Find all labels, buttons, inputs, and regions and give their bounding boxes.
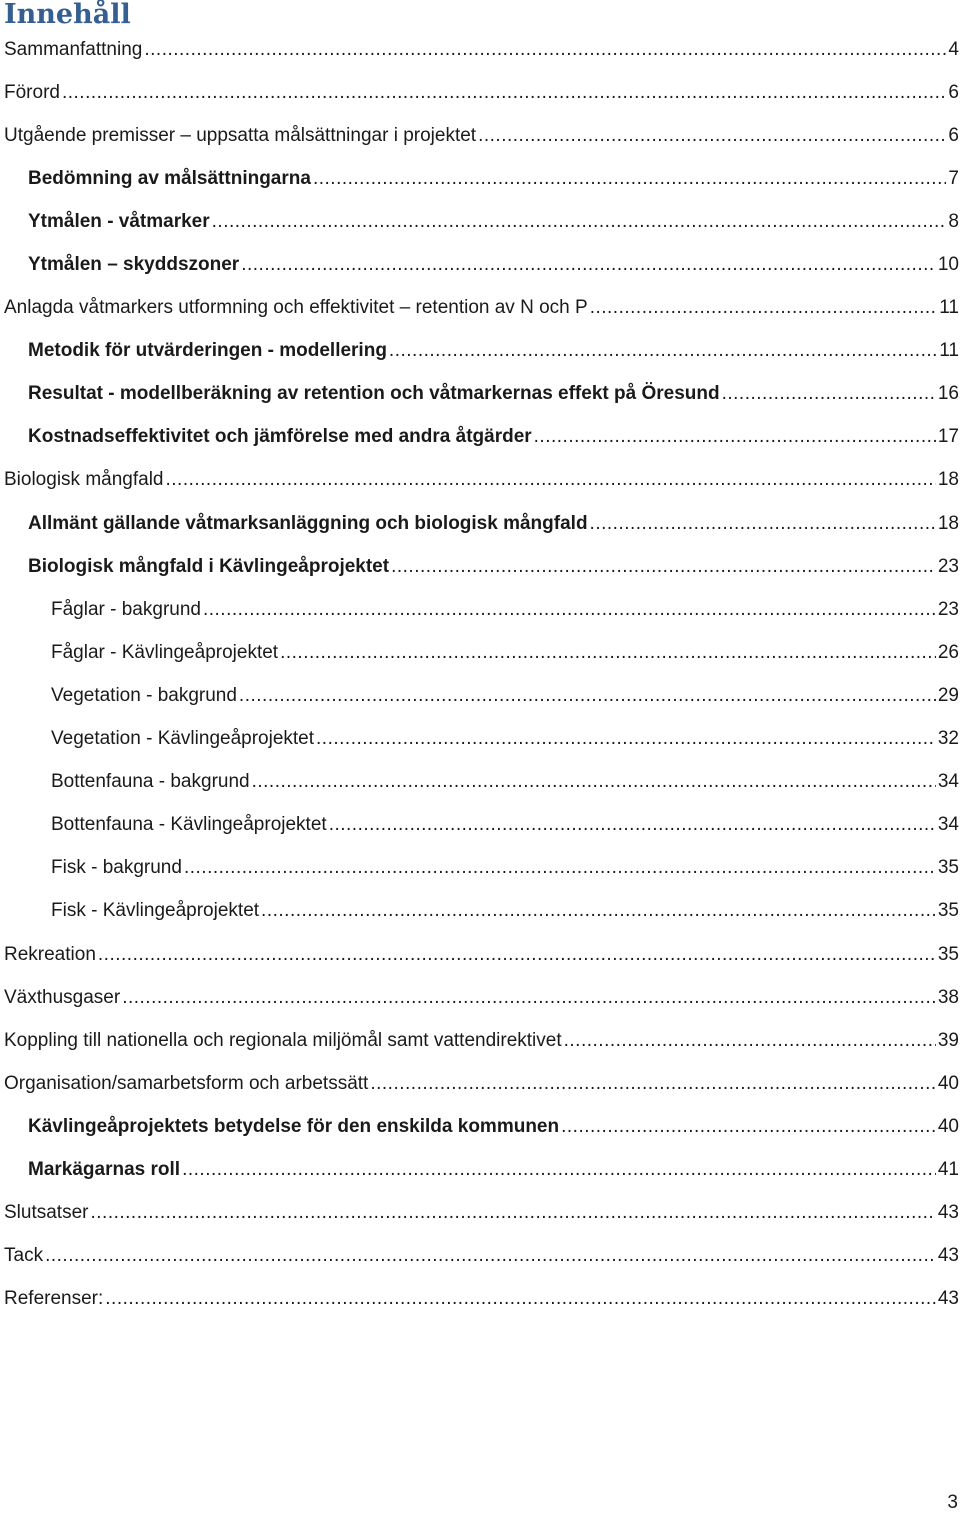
toc-entry[interactable] [0,1019,960,1062]
toc-dot-leader [590,512,936,536]
toc-entry[interactable] [0,502,960,545]
toc-entry[interactable] [0,1105,960,1148]
toc-entry[interactable] [0,373,960,416]
toc-dot-leader [391,555,936,579]
toc-entry[interactable] [0,71,960,114]
toc-entry[interactable] [0,545,960,588]
toc-dot-leader [564,1029,936,1053]
toc-entry-page: 39 [937,1029,959,1051]
toc-entry[interactable] [0,287,960,330]
toc-entry-title: Rekreation [4,943,96,965]
toc-entry-page: 11 [939,297,959,319]
toc-entry-page: 6 [948,124,959,146]
toc-entry-title: Fåglar - bakgrund [51,598,201,620]
toc-dot-leader [90,1201,935,1225]
toc-dot-leader [534,425,936,449]
toc-entry[interactable] [0,718,960,761]
toc-dot-leader [239,684,936,708]
toc-dot-leader [184,856,936,880]
toc-entry-page: 34 [937,814,959,836]
toc-entry-page: 35 [937,857,959,879]
toc-dot-leader [203,598,936,622]
toc-entry-page: 4 [948,38,959,60]
toc-entry-title: Bottenfauna - bakgrund [51,771,250,793]
toc-entry-title: Fåglar - Kävlingeåprojektet [51,641,279,663]
toc-entry-page: 35 [937,943,959,965]
toc-entry-title: Kostnadseffektivitet och jämförelse med andra åtgärder [28,426,532,448]
toc-entry-title: Organisation/samarbetsform och arbetssätt [4,1072,369,1094]
toc-entry-title: Fisk - bakgrund [51,857,182,879]
toc-dot-leader [98,943,936,967]
toc-dot-leader [45,1244,936,1268]
table-of-contents [0,28,960,1321]
toc-entry-title: Tack [4,1245,44,1267]
toc-entry[interactable] [0,761,960,804]
toc-entry[interactable] [0,416,960,459]
toc-entry-page: 23 [937,555,959,577]
toc-entry-page: 23 [937,598,959,620]
toc-entry[interactable] [0,674,960,717]
toc-entry-page: 40 [937,1115,959,1137]
toc-entry-page: 26 [937,641,959,663]
toc-dot-leader [122,986,936,1010]
toc-dot-leader [165,468,935,492]
page-number: 3 [947,1492,958,1513]
toc-entry-title: Sammanfattning [4,38,143,60]
toc-entry-page: 8 [948,210,959,232]
toc-entry-title: Ytmålen - våtmarker [28,210,210,232]
toc-entry-page: 43 [937,1245,959,1267]
toc-dot-leader [590,296,938,320]
toc-entry-title: Bedömning av målsättningarna [28,167,311,189]
toc-entry-page: 38 [937,986,959,1008]
toc-dot-leader [261,899,936,923]
toc-entry[interactable] [0,804,960,847]
toc-entry-title: Vegetation - Kävlingeåprojektet [51,728,315,750]
toc-entry-page: 16 [937,383,959,405]
toc-entry-title: Biologisk mångfald [4,469,164,491]
toc-dot-leader [144,38,946,62]
toc-dot-leader [313,167,946,191]
toc-entry-title: Växthusgaser [4,986,121,1008]
toc-dot-leader [105,1287,936,1311]
toc-entry[interactable] [0,933,960,976]
toc-entry-title: Förord [4,81,60,103]
toc-entry-title: Bottenfauna - Kävlingeåprojektet [51,814,327,836]
toc-dot-leader [316,727,936,751]
toc-entry-page: 10 [937,254,959,276]
toc-entry[interactable] [0,1062,960,1105]
toc-entry-title: Markägarnas roll [28,1158,181,1180]
toc-dot-leader [212,210,947,234]
toc-entry-page: 35 [937,900,959,922]
toc-entry-page: 43 [937,1202,959,1224]
toc-dot-leader [252,770,936,794]
toc-entry[interactable] [0,200,960,243]
toc-entry-title: Resultat - modellberäkning av retention och våtmarkernas effekt på Öresund [28,383,720,405]
toc-entry-page: 32 [937,728,959,750]
toc-entry[interactable] [0,243,960,286]
toc-dot-leader [182,1158,936,1182]
toc-entry[interactable] [0,1278,960,1321]
toc-entry[interactable] [0,1235,960,1278]
toc-entry-page: 41 [937,1158,959,1180]
toc-entry-page: 29 [937,684,959,706]
toc-entry-title: Utgående premisser – uppsatta målsättningar i projektet [4,124,477,146]
toc-entry-page: 17 [937,426,959,448]
toc-entry[interactable] [0,976,960,1019]
toc-entry-page: 43 [937,1288,959,1310]
toc-entry[interactable] [0,1148,960,1191]
toc-dot-leader [329,813,936,837]
toc-entry-page: 6 [948,81,959,103]
toc-entry-page: 11 [939,340,959,362]
toc-entry[interactable] [0,330,960,373]
toc-entry-title: Vegetation - bakgrund [51,684,237,706]
toc-entry[interactable] [0,114,960,157]
toc-entry-title: Ytmålen – skyddszoner [28,254,240,276]
toc-entry[interactable] [0,847,960,890]
toc-entry-title: Fisk - Kävlingeåprojektet [51,900,260,922]
toc-entry-page: 18 [937,512,959,534]
toc-dot-leader [280,641,936,665]
toc-entry[interactable] [0,631,960,674]
toc-heading: Innehåll [4,0,131,30]
toc-entry-page: 34 [937,771,959,793]
toc-entry[interactable] [0,890,960,933]
toc-entry[interactable] [0,1192,960,1235]
toc-entry-title: Anlagda våtmarkers utformning och effektivitet – retention av N och P [4,297,588,319]
toc-entry-page: 7 [948,167,959,189]
toc-entry-title: Koppling till nationella och regionala miljömål samt vattendirektivet [4,1029,562,1051]
toc-dot-leader [722,382,936,406]
toc-entry[interactable] [0,459,960,502]
toc-entry-title: Kävlingeåprojektets betydelse för den enskilda kommunen [28,1115,560,1137]
toc-dot-leader [62,81,946,105]
toc-entry[interactable] [0,157,960,200]
toc-dot-leader [241,253,936,277]
toc-entry[interactable] [0,588,960,631]
toc-entry-page: 40 [937,1072,959,1094]
toc-dot-leader [389,339,937,363]
toc-entry-title: Slutsatser [4,1202,89,1224]
toc-dot-leader [478,124,946,148]
toc-dot-leader [370,1072,936,1096]
toc-dot-leader [561,1115,936,1139]
toc-entry-title: Referenser: [4,1288,104,1310]
toc-entry-title: Allmänt gällande våtmarksanläggning och biologisk mångfald [28,512,588,534]
toc-entry-page: 18 [937,469,959,491]
toc-entry[interactable] [0,28,960,71]
toc-entry-title: Biologisk mångfald i Kävlingeåprojektet [28,555,390,577]
toc-entry-title: Metodik för utvärderingen - modellering [28,340,387,362]
